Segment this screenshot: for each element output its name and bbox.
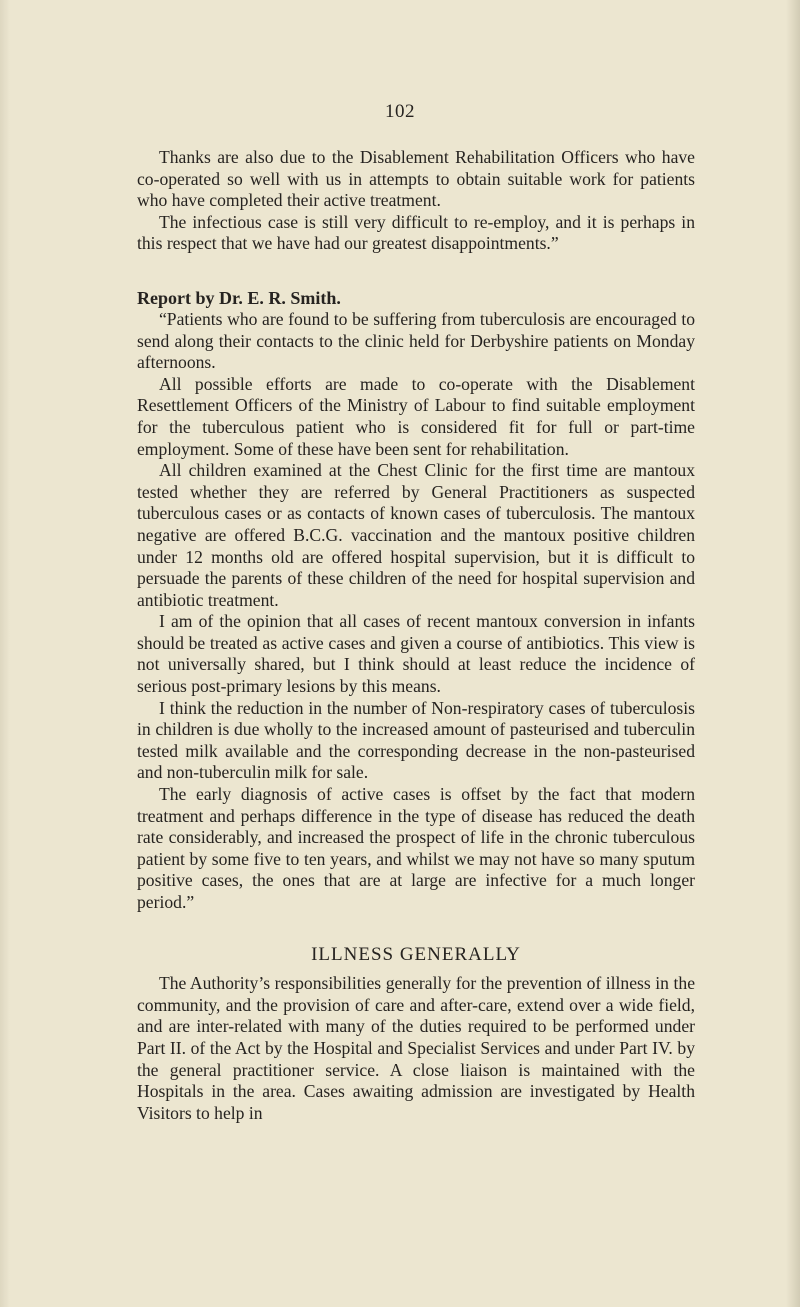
report-paragraph-2: All possible efforts are made to co-operate with the Disablement Resettlement Officers of the Ministry of Labour to find suitable employment for the tuberculous patient who is considered fit for full or part-time employment. Some of these have been sent for rehabilitation. [137, 373, 695, 459]
page-edge-shadow-right [786, 0, 800, 1307]
report-paragraph-1: “Patients who are found to be suffering from tuberculosis are encouraged to send along their contacts to the clinic held for Derbyshire patients on Monday afternoons. [137, 308, 695, 373]
illness-paragraph: The Authority’s responsibilities generally for the prevention of illness in the community, and the provision of care and after-care, extend over a wide field, and are inter-related with many of the duties required to be performed under Part II. of the Act by the Hospital and Specialist Services and under Part IV. by the general practitioner service. A close liaison is maintained with the Hospitals in the area. Cases awaiting admission are investigated by Health Visitors to help in [137, 973, 695, 1123]
report-paragraph-3: All children examined at the Chest Clinic for the first time are mantoux tested whether they are referred by General Practitioners as suspected tuberculous cases or as contacts of known cases of tuberculosis. The mantoux negative are offered B.C.G. vaccination and the mantoux positive children under 12 months old are offered hospital supervision, but it is difficult to persuade the parents of these children of the need for hospital supervision and antibiotic treatment. [137, 460, 695, 610]
report-paragraph-6: The early diagnosis of active cases is offset by the fact that modern treatment and perhaps difference in the type of disease has reduced the death rate considerably, and increased the prospect of life in the chronic tuberculous patient by some five to ten years, and whilst we may not have so many sputum positive cases, the ones that are at large are infective for a much longer period.” [137, 784, 695, 912]
page-number: 102 [385, 101, 415, 122]
page-edge-shadow-left [0, 0, 10, 1307]
page-body [137, 147, 695, 1124]
report-paragraph-4: I am of the opinion that all cases of recent mantoux conversion in infants should be treated as active cases and given a course of antibiotics. This view is not universally shared, but I think should at least reduce the incidence of serious post-primary lesions by this means. [137, 611, 695, 697]
report-heading: Report by Dr. E. R. Smith. [137, 287, 341, 308]
intro-paragraph-2: The infectious case is still very difficult to re-employ, and it is perhaps in this respect that we have had our greatest disappointments.” [137, 211, 695, 254]
report-paragraph-5: I think the reduction in the number of Non-respiratory cases of tuberculosis in children is due wholly to the increased amount of pasteurised and tuberculin tested milk available and the corresponding decrease in the non-pasteurised and non-tuberculin milk for sale. [137, 697, 695, 783]
intro-paragraph-1: Thanks are also due to the Disablement Rehabilitation Officers who have co-operated so well with us in attempts to obtain suitable work for patients who have completed their active treatment. [137, 147, 695, 211]
section-heading-illness-generally: ILLNESS GENERALLY [311, 943, 521, 965]
